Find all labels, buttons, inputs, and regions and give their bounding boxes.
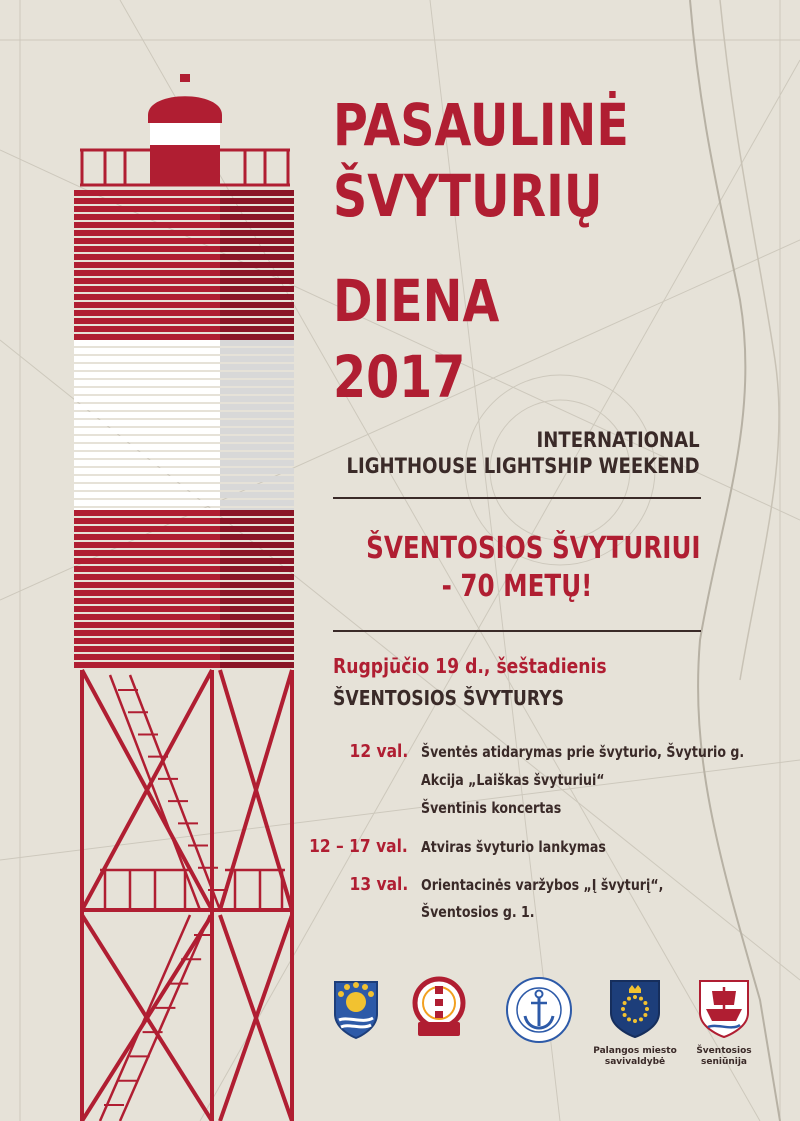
palanga-caption: Palangos miesto savivaldybė bbox=[593, 1046, 677, 1068]
schedule-item: Orientacinės varžybos „Į švyturį“, bbox=[421, 876, 664, 894]
anniversary-heading bbox=[333, 530, 701, 605]
title-line-2: ŠVYTURIŲ bbox=[333, 162, 603, 230]
event-place: ŠVENTOSIOS ŠVYTURYS bbox=[333, 686, 564, 710]
palanga-coat-of-arms-icon bbox=[609, 979, 661, 1039]
schedule-item: Šventosios g. 1. bbox=[421, 903, 535, 921]
lighthouse-illustration bbox=[60, 70, 310, 1121]
sventoji-coat-of-arms-icon bbox=[698, 979, 750, 1039]
schedule-item: Akcija „Laiškas švyturiui“ bbox=[421, 771, 605, 789]
schedule-time: 12 – 17 val. bbox=[309, 836, 408, 857]
divider-top bbox=[333, 497, 701, 499]
schedule-time: 12 val. bbox=[349, 741, 408, 762]
anniversary-line-2: - 70 METŲ! bbox=[441, 568, 593, 604]
aido-svyturiai-badge-icon bbox=[412, 976, 466, 1042]
title-year: 2017 bbox=[333, 343, 466, 411]
title-line-1: PASAULINĖ bbox=[333, 91, 629, 159]
schedule-item: Atviras švyturio lankymas bbox=[421, 838, 606, 856]
subtitle-line-1: INTERNATIONAL bbox=[536, 428, 700, 452]
title-line-3: DIENA bbox=[333, 267, 500, 335]
lietuvos-saugiai-anchor-icon bbox=[503, 976, 575, 1044]
sun-coat-of-arms-icon bbox=[333, 980, 379, 1040]
schedule-time: 13 val. bbox=[349, 874, 408, 895]
schedule-item: Šventės atidarymas prie švyturio, Švyturio g. bbox=[421, 743, 745, 761]
anniversary-line-1: ŠVENTOSIOS ŠVYTURIUI bbox=[366, 531, 701, 566]
schedule-item: Šventinis koncertas bbox=[421, 799, 562, 817]
divider-bottom bbox=[333, 630, 701, 632]
sventoji-caption: Šventosios seniūnija bbox=[696, 1046, 752, 1068]
event-date: Rugpjūčio 19 d., šeštadienis bbox=[333, 654, 607, 678]
subtitle-line-2: LIGHTHOUSE LIGHTSHIP WEEKEND bbox=[346, 454, 700, 478]
